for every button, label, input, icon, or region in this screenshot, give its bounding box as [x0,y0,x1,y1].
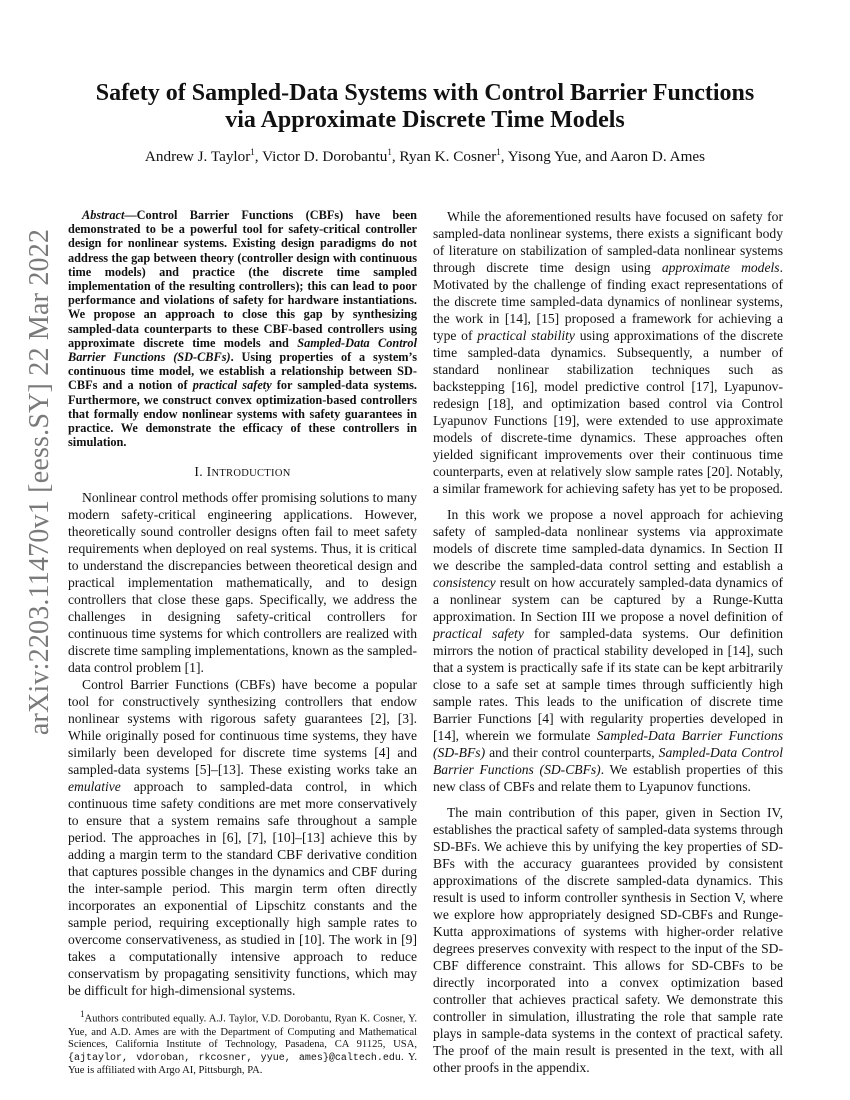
footnote-affiliation: . Y. Yue is affiliated with Argo AI, Pittsburgh, PA. [68,1051,417,1077]
emphasized-text: emulative [68,779,121,795]
abstract-body [68,208,417,449]
text-run: for sampled-data systems. Furthermore, we construct convex optimization-based controllers that formally endow nonlinear systems with safety guarantees in practice. We demonstrate the efficacy of these controllers in simulation. [68,378,417,450]
affiliation-mark: 1 [496,147,501,157]
author: Andrew J. Taylor [144,148,251,166]
body-paragraph [433,804,783,1076]
text-run: result on how accurately sampled-data dynamics of a nonlinear system can be captured by a Runge-Kutta approximation. In Section III we propose a novel definition of [433,575,783,624]
text-run: Nonlinear control methods offer promising solutions to many modern safety-critical engineering applications. However, theoretically sound controller designs often fail to meet safety requirements when deployed on real systems. Thus, it is critical to understand the discrepancies between theoretical design and practical implementation mathematically, and to design controllers that close these gaps. Specifically, we address the challenges in designing safety-critical controllers for continuous time systems for which controllers are realized with discrete time sampling implementations, known as the sampled-data control problem [1]. [68,490,417,676]
affiliation-mark: 1 [250,147,255,157]
emphasized-text: Sampled-Data Control Barrier Functions (SD-CBFs) [68,335,417,365]
author-footnote [68,1008,417,1078]
author: Ryan K. Cosner [399,148,497,166]
paper-title [60,80,790,134]
text-run: Control Barrier Functions (CBFs) have become a popular tool for constructively synthesizing controllers that endow nonlinear systems with rigorous safety guarantees [2], [3]. While originally posed for continuous time systems, they have similarly been developed for discrete time systems [4] and sampled-data systems [5]–[13]. These existing works take an [68,677,417,778]
text-run: . Using properties of a system’s continuous time model, we establish a relationship between SD-CBFs and a notion of [68,350,417,393]
text-run: and their control counterparts, [485,745,659,760]
text-run: —Control Barrier Functions (CBFs) have been demonstrated to be a powerful tool for safety-critical controller design for nonlinear systems. Existing design paradigms do not address the gap between theory (controller design with continuous time models) and practice (the discrete time sampled implementation of the resulting controllers); this can lead to poor performance and violations of safety for hardware instantiations. We propose an approach to close this gap by synthesizing sampled-data counterparts to these CBF-based controllers using approximate discrete time models and [68,208,417,350]
author-separator: , [500,148,508,166]
body-paragraph [433,506,783,795]
right-column-body [433,208,783,1076]
text-run: . Motivated by the challenge of finding exact representations of the discrete time sampled-data dynamics of nonlinear systems, the work in [14], [15] proposed a framework for achieving a type of [433,260,783,343]
title-line-1: Safety of Sampled-Data Systems with Control Barrier Functions [95,80,755,106]
introduction-body [68,489,417,999]
text-run: While the aforementioned results have focused on safety for sampled-data nonlinear systems, there exists a significant body of literature on stabilization of sampled-data nonlinear systems through discrete time design using [433,209,783,275]
text-run: The main contribution of this paper, given in Section IV, establishes the practical safety of sampled-data systems through SD-BFs. We achieve this by unifying the key properties of SD-BFs with the accuracy guarantees provided by consistent approximations of the discrete sampled-data dynamics. This result is used to inform controller synthesis in Section V, where we explore how appropriately designed SD-CBFs and Runge-Kutta approximations of systems with higher-order relative degrees preserves convexity with respect to the input of the SD-CBF difference constraint. This allows for SD-CBFs to be directly incorporated into a convex optimization based controller that achieves practical safety. We demonstrate this controller in simulation, illustrating the role that sample rate plays in sample-data systems in the context of practical safety. The proof of the main result is presented in the text, with all other proofs in the appendix. [433,805,783,1075]
arxiv-identifier-stamp: arXiv:2203.11470v1 [eess.SY] 22 Mar 2022 [24,228,55,736]
section-heading-introduction [68,463,417,482]
body-paragraph [433,208,783,497]
author: Victor D. Dorobantu [262,148,388,166]
text-run: using approximations of the discrete time sampled-data dynamics. Subsequently, a number of standard nonlinear stabilization techniques such as backstepping [16], model predictive control [17], Lyapunov-redesign [18], and optimization based control via Control Lyapunov Functions [19], were extended to use approximate models of discrete-time dynamics. These approaches often yielded significant improvements over their continuous time counterparts, even at relatively slow sample rates [20]. Notably, a similar framework for achieving safety has yet to be proposed. [433,328,784,496]
emphasized-text: practical safety [433,626,524,641]
title-line-2: via Approximate Discrete Time Models [225,107,625,133]
text-run: . We establish properties of this new class of CBFs and relate them to Lyapunov functions. [433,762,783,794]
footnote-text: Authors contributed equally. A.J. Taylor, V.D. Dorobantu, Ryan K. Cosner, Y. Yue, and A.D. Ames are with the Department of Computing and Mathematical Sciences, California Institute of Technology, Pasadena, CA 91125, USA, [68,1013,417,1051]
section-title-rest: NTRODUCTION [211,468,291,480]
footnote-emails: {ajtaylor, vdoroban, rkcosner, yyue, ames}@caltech.edu [68,1052,401,1064]
text-run: for sampled-data systems. Our definition mirrors the notion of practical stability developed in [14], such that a system is practically safe if its state can be kept arbitrarily close to a safe set at sample times through sufficiently high sample rates. This leads to the unification of discrete time Barrier Functions [4] with regularity properties developed in [14], wherein we formulate [433,626,783,743]
author: Yisong Yue, and Aaron D. Ames [507,148,706,166]
abstract-label: Abstract [82,208,125,222]
emphasized-text: practical stability [477,328,575,343]
emphasized-text: Sampled-Data Control Barrier Functions (SD-CBFs) [433,745,783,777]
section-title-initial: I [206,464,212,480]
arxiv-sidebar [18,228,62,736]
text-run: In this work we propose a novel approach for achieving safety of sampled-data nonlinear systems via approximate models of discrete time sampled-data dynamics. In Section II we describe the sampled-data control setting and establish a [433,507,783,573]
text-run: approach to sampled-data control, in which continuous time safety conditions are met more conservatively to ensure that a system remains safe throughout a sample period. The approaches in [6], [7], [10]–[13] achieve this by adding a margin term to the standard CBF derivative condition that captures possible changes in the dynamics and CBF during the inter-sample period. This margin term often directly incorporates an exponential of Lipschitz constants and the sample period, requiring exceptionally high sample rates to overcome conservativeness, as studied in [10]. The work in [9] takes a computationally intensive approach to reduce conservatism by propagating sensitivity functions, which may be difficult for high-dimensional systems. [68,779,417,999]
left-column [68,208,417,1078]
abstract [68,208,417,449]
emphasized-text: approximate models [661,260,780,275]
author-separator: , [254,148,263,166]
body-paragraph [68,489,417,676]
emphasized-text: consistency [433,575,496,590]
emphasized-text: practical safety [192,378,272,393]
footnote-mark: 1 [80,1009,85,1020]
emphasized-text: Sampled-Data Barrier Functions (SD-BFs) [433,728,783,760]
author-separator: , [391,148,400,166]
author-list [60,147,790,166]
body-paragraph [68,676,417,999]
right-column [433,208,783,1076]
affiliation-mark: 1 [387,147,392,157]
section-numeral: I. [194,464,207,480]
